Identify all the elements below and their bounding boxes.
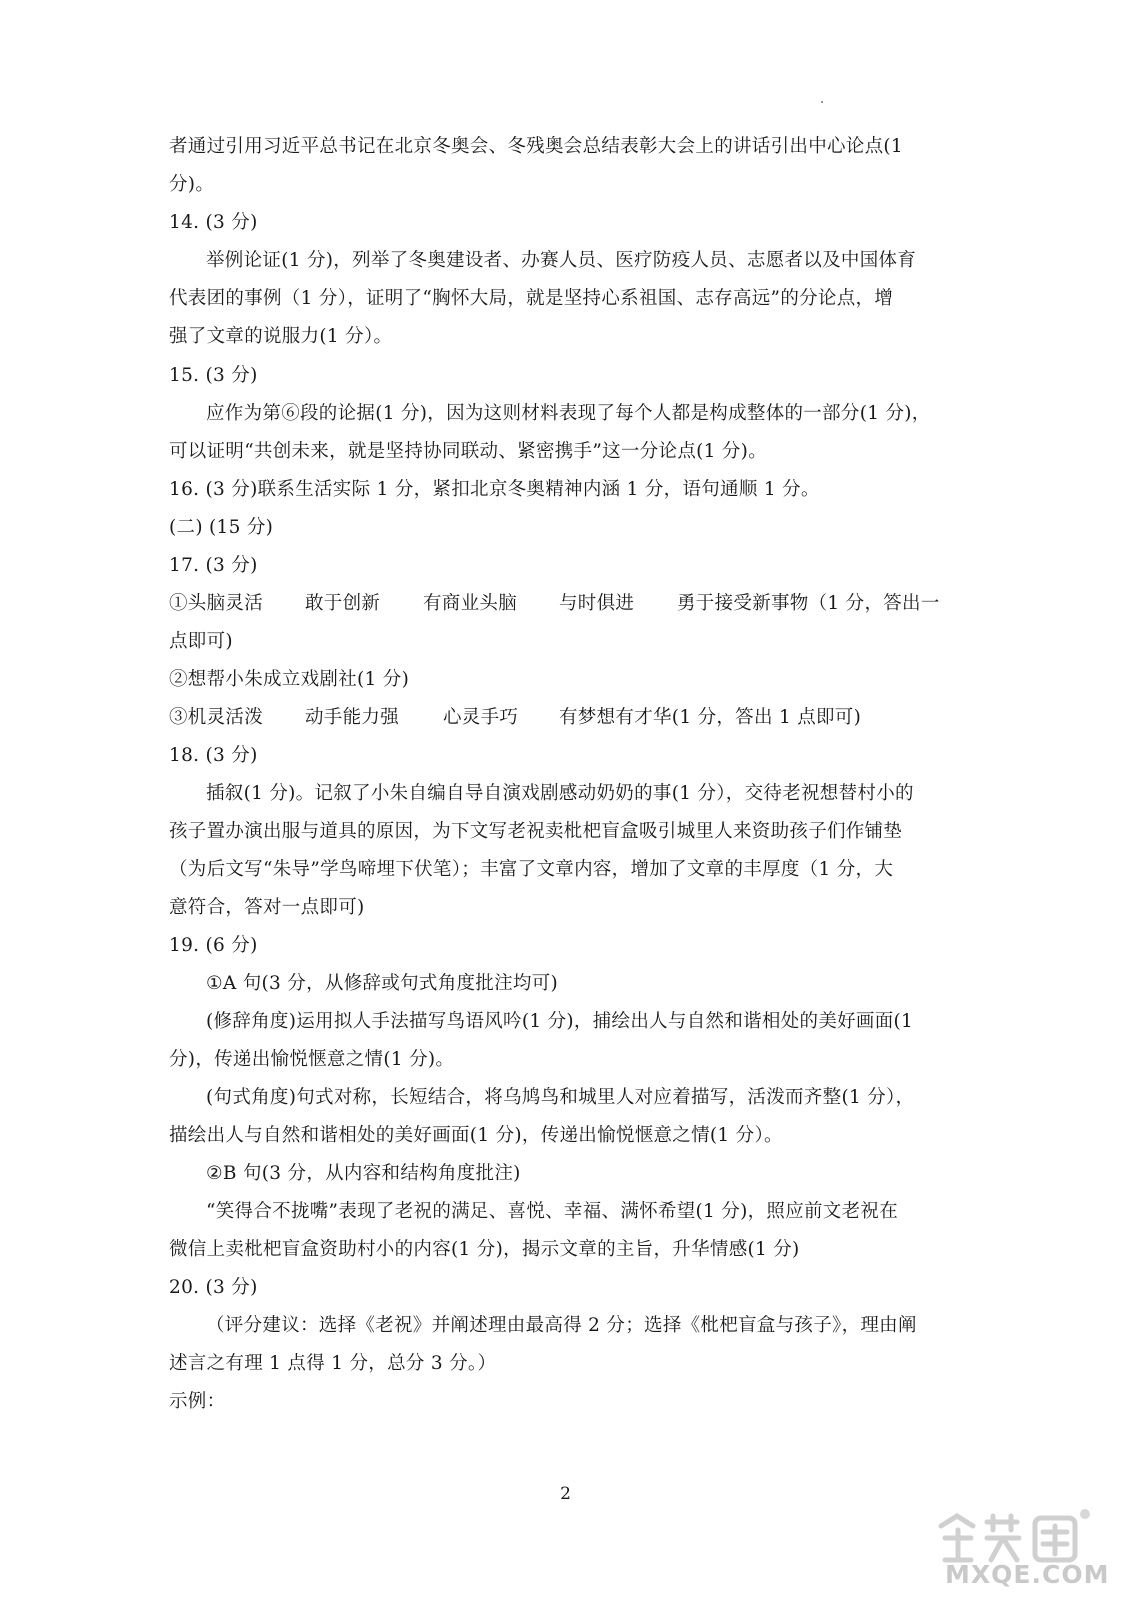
question-heading-15: 15. (3 分) (169, 365, 258, 386)
text-line: 意符合，答对一点即可) (169, 897, 365, 918)
answer-row-17-1 (169, 592, 959, 616)
answer-item: 与时俱进 (559, 593, 635, 614)
text-line: 举例论证(1 分)，列举了冬奥建设者、办赛人员、医疗防疫人员、志愿者以及中国体育 (206, 250, 917, 271)
text-line: 微信上卖枇杷盲盒资助村小的内容(1 分)，揭示文章的主旨，升华情感(1 分) (169, 1239, 800, 1260)
question-heading-14: 14. (3 分) (169, 212, 258, 233)
answer-item: ③机灵活泼 (169, 707, 264, 728)
answer-item: ①头脑灵活 (169, 593, 264, 614)
scan-speck (821, 101, 823, 103)
text-line: (修辞角度)运用拟人手法描写鸟语风吟(1 分)，捕绘出人与自然和谐相处的美好画面(1 (206, 1011, 914, 1032)
text-line: 分)。 (169, 174, 215, 195)
text-line: ②想帮小朱成立戏剧社(1 分) (169, 669, 410, 690)
answer-item: 敢于创新 (305, 593, 381, 614)
answer-item: 有商业头脑 (423, 593, 518, 614)
watermark (935, 1508, 1125, 1596)
answer-item: 心灵手巧 (443, 707, 519, 728)
text-line: 述言之有理 1 点得 1 分，总分 3 分。） (169, 1353, 497, 1374)
text-line: “笑得合不拢嘴”表现了老祝的满足、喜悦、幸福、满怀希望(1 分)，照应前文老祝在 (206, 1201, 899, 1222)
text-line: 分)，传递出愉悦惬意之情(1 分)。 (169, 1049, 455, 1070)
text-line: 插叙(1 分)。记叙了小朱自编自导自演戏剧感动奶奶的事(1 分），交待老祝想替村小的 (206, 783, 914, 804)
watermark-url: MXQE.COM (945, 1560, 1110, 1589)
text-line: ①A 句(3 分，从修辞或句式角度批注均可) (206, 973, 559, 994)
text-line: 者通过引用习近平总书记在北京冬奥会、冬残奥会总结表彰大会上的讲话引出中心论点(1 (169, 136, 903, 157)
text-line: 可以证明“共创未来，就是坚持协同联动、紧密携手”这一分论点(1 分)。 (169, 441, 768, 462)
page-number: 2 (560, 1484, 571, 1504)
question-heading-20: 20. (3 分) (169, 1277, 258, 1298)
text-line: 示例： (169, 1391, 226, 1412)
question-heading-18: 18. (3 分) (169, 745, 258, 766)
text-line: 应作为第⑥段的论据(1 分)，因为这则材料表现了每个人都是构成整体的一部分(1 分)， (206, 403, 931, 424)
question-heading-17: 17. (3 分) (169, 555, 258, 576)
text-line: ②B 句(3 分，从内容和结构角度批注) (206, 1163, 521, 1184)
text-line: 点即可) (169, 631, 233, 652)
text-line: （为后文写“朱导”学鸟啼埋下伏笔）；丰富了文章内容，增加了文章的丰厚度（1 分，大 (169, 859, 894, 880)
answer-item: 勇于接受新事物（1 分，答出一 (677, 593, 940, 614)
text-line: (句式角度)句式对称，长短结合，将乌鸠鸟和城里人对应着描写，活泼而齐整(1 分）， (206, 1087, 915, 1108)
text-line: （评分建议：选择《老祝》并阐述理由最高得 2 分；选择《枇杷盲盒与孩子》，理由阐 (206, 1315, 917, 1336)
watermark-logo-icon (935, 1508, 1125, 1568)
answer-row-17-3 (169, 706, 959, 730)
text-line: 代表团的事例（1 分），证明了“胸怀大局，就是坚持心系祖国、志存高远”的分论点，增 (169, 288, 894, 309)
section-heading: (二) (15 分) (169, 517, 274, 538)
text-line: 描绘出人与自然和谐相处的美好画面(1 分)，传递出愉悦惬意之情(1 分）。 (169, 1125, 783, 1146)
text-line: 强了文章的说服力(1 分）。 (169, 326, 393, 347)
text-line: 孩子置办演出服与道具的原因，为下文写老祝卖枇杷盲盒吸引城里人来资助孩子们作铺垫 (169, 821, 903, 842)
question-heading-19: 19. (6 分) (169, 935, 258, 956)
answer-item: 有梦想有才华(1 分，答出 1 点即可) (559, 707, 862, 728)
answer-item: 动手能力强 (305, 707, 400, 728)
question-heading-16: 16. (3 分)联系生活实际 1 分，紧扣北京冬奥精神内涵 1 分，语句通顺 1 分。 (169, 479, 820, 500)
